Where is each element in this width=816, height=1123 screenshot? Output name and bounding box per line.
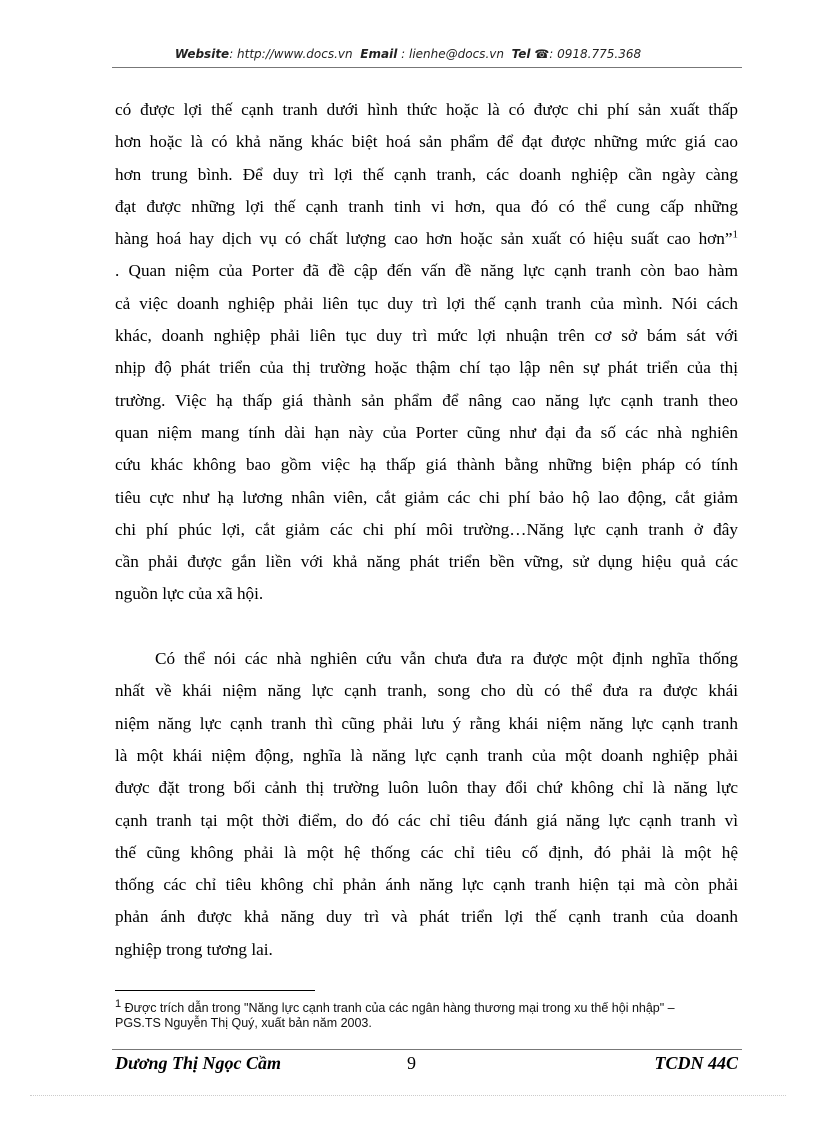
phone-icon: ☎ bbox=[534, 47, 550, 61]
text-line bbox=[115, 94, 738, 126]
text-line-content: là một khái niệm động, nghĩa là năng lực cạnh tranh của một doanh nghiệp phải bbox=[115, 745, 738, 765]
text-line bbox=[115, 191, 738, 223]
text-line bbox=[115, 643, 738, 675]
text-line-content: cần phải được gắn liền với khả năng phát triển bền vững, sử dụng hiệu quả các bbox=[115, 552, 738, 572]
text-line bbox=[115, 385, 738, 417]
text-line-content: . Quan niệm của Porter đã đề cập đến vấn đề năng lực cạnh tranh còn bao hàm bbox=[115, 261, 738, 281]
text-line bbox=[115, 320, 738, 352]
text-line bbox=[115, 708, 738, 740]
footnote-line: Được trích dẫn trong "Năng lực cạnh tranh của các ngân hàng thương mại trong xu thế hội nhập" – bbox=[124, 1001, 675, 1015]
text-line-content: cứu khác không bao gồm việc hạ thấp giá thành bằng những biện pháp có tính bbox=[115, 455, 738, 475]
text-line-content: quan niệm mang tính dài hạn này của Porter cũng như đại đa số các nhà nghiên bbox=[115, 422, 738, 442]
tel-number: : 0918.775.368 bbox=[549, 47, 642, 61]
text-line bbox=[115, 255, 738, 287]
page-number: 9 bbox=[407, 1053, 416, 1073]
text-line-content: thế cũng không phải là một hệ thống các chỉ tiêu cố định, đó phải là một hệ bbox=[115, 842, 738, 862]
text-line bbox=[115, 675, 738, 707]
text-line-content: hàng hoá hay dịch vụ có chất lượng cao hơn hoặc sản xuất có hiệu suất cao hơn” bbox=[115, 229, 733, 249]
text-line-content: chi phí phúc lợi, cắt giảm các chi phí môi trường…Năng lực cạnh tranh ở đây bbox=[115, 519, 738, 539]
text-line-content: cạnh tranh tại một thời điểm, do đó các chỉ tiêu đánh giá năng lực cạnh tranh vì bbox=[115, 810, 738, 830]
text-line bbox=[115, 578, 738, 610]
text-line bbox=[115, 740, 738, 772]
email-address[interactable]: : lienhe@docs.vn bbox=[397, 47, 504, 61]
footer-author: Dương Thị Ngọc Cầm bbox=[115, 1053, 281, 1073]
text-line-content: trường. Việc hạ thấp giá thành sản phẩm để nâng cao năng lực cạnh tranh theo bbox=[115, 390, 738, 410]
text-line bbox=[115, 869, 738, 901]
header-rule bbox=[112, 67, 742, 68]
text-line bbox=[115, 514, 738, 546]
text-line-content: nhịp độ phát triển của thị trường hoặc thậm chí tạo lập nên sự phát triển của thị bbox=[115, 358, 738, 378]
footnote-rule bbox=[115, 990, 315, 991]
page-header bbox=[0, 47, 816, 61]
text-line-content: nguồn lực của xã hội. bbox=[115, 584, 264, 604]
text-line-content: hơn hoặc là có khả năng khác biệt hoá sản phẩm để đạt được những mức giá cao bbox=[115, 132, 738, 152]
text-line bbox=[115, 223, 738, 255]
text-line-content: niệm năng lực cạnh tranh thì cũng phải lưu ý rằng khái niệm năng lực cạnh tranh bbox=[115, 713, 738, 733]
text-line bbox=[115, 837, 738, 869]
text-line bbox=[115, 805, 738, 837]
text-line-content: khác, doanh nghiệp phải liên tục duy trì mức lợi nhuận trên cơ sở bám sát với bbox=[115, 326, 738, 346]
text-line bbox=[115, 449, 738, 481]
footnote-line: PGS.TS Nguyễn Thị Quý, xuất bản năm 2003. bbox=[115, 1016, 372, 1030]
text-line bbox=[115, 352, 738, 384]
footer-class: TCDN 44C bbox=[654, 1053, 738, 1073]
text-line bbox=[115, 482, 738, 514]
text-line-content: hơn trung bình. Để duy trì lợi thế cạnh tranh, các doanh nghiệp cần ngày càng bbox=[115, 164, 738, 184]
text-line bbox=[115, 546, 738, 578]
footnote bbox=[115, 997, 745, 1031]
page-edge bbox=[30, 1095, 786, 1096]
email-label: Email bbox=[360, 47, 398, 61]
text-line bbox=[115, 159, 738, 191]
text-line-content: thống các chỉ tiêu không chỉ phản ánh năng lực cạnh tranh hiện tại mà còn phải bbox=[115, 875, 738, 895]
text-line-content: có được lợi thế cạnh tranh dưới hình thức hoặc là có được chi phí sản xuất thấp bbox=[115, 100, 738, 119]
website-label: Website bbox=[174, 47, 230, 61]
text-line-content: nhất về khái niệm năng lực cạnh tranh, song cho dù có thể đưa ra được khái bbox=[115, 681, 738, 701]
footer-rule bbox=[112, 1049, 742, 1050]
text-line bbox=[115, 901, 738, 933]
text-line-content: phản ánh được khả năng duy trì và phát triển lợi thế cạnh tranh của doanh bbox=[115, 907, 738, 927]
text-line-content: tiêu cực như hạ lương nhân viên, cắt giảm các chi phí bảo hộ lao động, cắt giảm bbox=[115, 487, 738, 507]
footnote-reference[interactable]: 1 bbox=[732, 228, 738, 241]
text-line-content: được đặt trong bối cảnh thị trường luôn luôn thay đổi chứ không chỉ là năng lực bbox=[115, 778, 738, 798]
text-line-content: nghiệp trong tương lai. bbox=[115, 939, 273, 959]
text-line-content: cả việc doanh nghiệp phải liên tục duy trì lợi thế cạnh tranh của mình. Nói cách bbox=[115, 293, 738, 313]
text-line bbox=[115, 126, 738, 158]
text-line bbox=[115, 772, 738, 804]
text-line bbox=[115, 288, 738, 320]
website-url[interactable]: : http://www.docs.vn bbox=[229, 47, 353, 61]
footnote-marker: 1 bbox=[115, 997, 122, 1010]
document-body bbox=[115, 94, 738, 966]
text-line-content: đạt được những lợi thế cạnh tranh tinh vi hơn, qua đó có thể cung cấp những bbox=[115, 196, 738, 216]
text-line bbox=[115, 934, 738, 966]
text-line bbox=[115, 417, 738, 449]
tel-label: Tel bbox=[511, 47, 531, 61]
text-line-content: Có thể nói các nhà nghiên cứu vẫn chưa đưa ra được một định nghĩa thống bbox=[155, 649, 738, 669]
